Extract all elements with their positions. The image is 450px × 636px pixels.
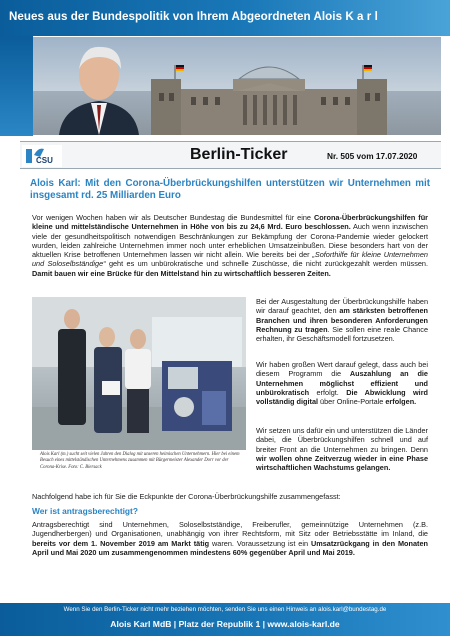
- csu-logo-icon: [22, 145, 62, 167]
- portrait-image: [53, 39, 145, 135]
- header-band: [0, 0, 450, 36]
- footer-contact: Alois Karl MdB | Platz der Republik 1 | www.alois-karl.de: [110, 619, 340, 629]
- eligibility-paragraph: Antragsberechtigt sind Unternehmen, Soloselbstständige, Freiberufler, gemeinnützige Unternehmen (z.B. Jugendherbergen) und Organisationen, unabhängig von ihrer Rechtsform, mit Sitz oder Betriebsstätte im Inland, die bereits vor dem 1. November 2019 am Markt tätig waren. Voraussetzung ist ein Umsatzrückgang in den Monaten April und Mai 2020 um zusammengenommen mindestens 60% gegenüber April und Mai 2019.: [32, 520, 428, 557]
- photo-caption: Alois Karl (m.) sucht seit vielen Jahren den Dialog mit unseren heimischen Unternehmern. Hier bei einem Besuch eines mittelständischen Unternehmens zusammen mit Bürgermeister Alexander Dorr vor der Corona-Krise. Foto: C. Biersack: [40, 452, 240, 470]
- unsubscribe-note: Wenn Sie den Berlin-Ticker nicht mehr beziehen möchten, senden Sie uns einen Hinweis an alois.karl@bundestag.de: [63, 606, 387, 613]
- eligibility-subheading: Wer ist antragsberechtigt?: [32, 506, 138, 516]
- banner-title: Berlin-Ticker: [190, 146, 288, 163]
- intro-paragraph: Vor wenigen Wochen haben wir als Deutscher Bundestag die Bundesmittel für eine Corona-Überbrückungshilfen für kleine und mittelständische Unternehmen in Höhe von bis zu 24,6 Mrd. Euro beschlossen. Auch wenn inzwischen viele der gesundheitspolitisch notwendigen Beschränkungen zur Bekämpfung der Corona-Pandemie wieder gelockert wurden, leiden zahlreiche Unternehmen immer noch unter erheblichen Umsatzeinbußen. Diese besonders hart von der aktuellen Krise betroffenen Unternehmen lassen wir nicht allein. Wie bereits bei der „Soforthilfe für kleine Unternehmen und Soloselbständige“ geht es um unbürokratische und schnelle Zuschüsse, die nicht zurückgezahlt werden müssen. Damit bauen wir eine Brücke für den Mittelstand hin zu wirtschaftlich besseren Zeiten.: [32, 213, 429, 278]
- reichstag-building-image: [151, 61, 387, 135]
- article-headline: Alois Karl: Mit den Corona-Überbrückungshilfen unterstützen wir Unternehmen mit insgesamt rd. 25 Milliarden Euro: [30, 178, 430, 201]
- svg-text:CSU: CSU: [36, 156, 53, 165]
- company-visit-photo: [32, 297, 246, 450]
- header-photo: [33, 37, 441, 135]
- header-accent: [0, 36, 33, 136]
- right-paragraph-2: Wir haben großen Wert darauf gelegt, dass auch bei diesem Programm die Auszahlung an die Unternehmen möglichst effizient und unbürokratisch erfolgt. Die Abwicklung wird vollständig digital über Online-Portale erfolgen.: [256, 360, 428, 407]
- summary-intro: Nachfolgend habe ich für Sie die Eckpunkte der Corona-Überbrückungshilfe zusammengefasst:: [32, 492, 341, 501]
- footer-band: [0, 603, 450, 636]
- right-paragraph-3: Wir setzen uns dafür ein und unterstützen die Länder dabei, die Überbrückungshilfen schnell und auf breiter Front an die Unternehmen zu bringen. Denn wir wollen ohne Zeitverzug wieder in eine Phase wirtschaftlichen Wachstums gelangen.: [256, 426, 428, 473]
- right-paragraph-1: Bei der Ausgestaltung der Überbrückungshilfe haben wir darauf geachtet, den am stärksten betroffenen Branchen und ihren besonderen Anforderungen Rechnung zu tragen. Sie sollen eine reale Chance erhalten, ihr Geschäftsmodell fortzusetzen.: [256, 297, 428, 344]
- header-title: Neues aus der Bundespolitik von Ihrem Abgeordneten Alois K a r l: [9, 10, 378, 23]
- issue-number: Nr. 505 vom 17.07.2020: [327, 151, 418, 161]
- newsletter-banner: [20, 141, 441, 169]
